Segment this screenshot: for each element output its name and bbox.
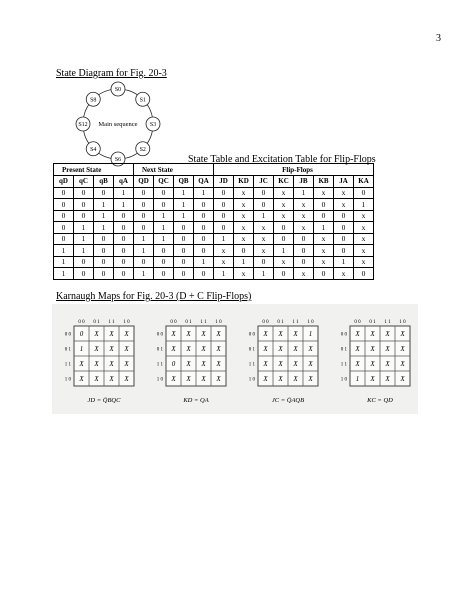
karnaugh-map	[52, 304, 142, 414]
table-cell: 0	[74, 199, 94, 211]
kmap-cell-value: X	[370, 375, 375, 383]
kmap-col-label: 0 1	[93, 320, 100, 325]
table-cell: 1	[94, 199, 114, 211]
kmap-cell-value: X	[201, 360, 206, 368]
table-cell: 1	[114, 187, 134, 199]
table-cell: x	[334, 268, 354, 280]
kmap-row-label: 1 0	[156, 377, 163, 383]
table-cell: 0	[214, 210, 234, 222]
kmap-col-label: 0 1	[277, 320, 284, 325]
kmap-cell-value: X	[124, 375, 129, 383]
table-cell: 0	[114, 245, 134, 257]
column-header: JC	[254, 176, 274, 188]
table-cell: 0	[334, 222, 354, 234]
table-cell: 1	[94, 210, 114, 222]
kmap-cell-value: X	[278, 375, 283, 383]
table-cell: 1	[154, 210, 174, 222]
column-header: JD	[214, 176, 234, 188]
table-cell: 0	[174, 256, 194, 268]
kmap-cell-value: X	[385, 330, 390, 338]
table-cell: 0	[274, 268, 294, 280]
kmap-col-label: 0 0	[262, 320, 269, 325]
table-cell: 0	[334, 245, 354, 257]
table-cell: 0	[194, 268, 214, 280]
table-cell: 1	[74, 245, 94, 257]
kmap-row-label: 0 0	[156, 332, 163, 338]
kmap-row-label: 0 0	[248, 332, 255, 338]
table-cell: 1	[194, 187, 214, 199]
table-cell: 0	[194, 233, 214, 245]
table-cell: 0	[194, 222, 214, 234]
group-header-row	[54, 164, 374, 176]
kmap-col-label: 1 1	[384, 320, 391, 325]
kmap-cell-value: X	[216, 345, 221, 353]
kmap-row-label: 0 1	[248, 347, 255, 353]
table-cell: 0	[254, 199, 274, 211]
karnaugh-map	[236, 304, 326, 414]
table-cell: 0	[154, 199, 174, 211]
kmap-title: Karnaugh Maps for Fig. 20-3 (D + C Flip-Flops)	[56, 291, 252, 302]
kmap-col-label: 1 0	[307, 320, 314, 325]
kmap-cell-value: X	[278, 345, 283, 353]
table-cell: 1	[174, 199, 194, 211]
kmap-cell-value: X	[278, 330, 283, 338]
table-cell: x	[234, 199, 254, 211]
column-header: QC	[154, 176, 174, 188]
kmap-cell-value: X	[124, 360, 129, 368]
table-cell: 0	[154, 268, 174, 280]
table-cell: x	[294, 268, 314, 280]
kmap-cell-value: X	[400, 375, 405, 383]
table-cell: x	[354, 222, 374, 234]
kmap-cell-value: X	[293, 360, 298, 368]
kmap-cell-value: X	[109, 375, 114, 383]
kmap-row-label: 0 1	[64, 347, 71, 353]
kmap-cell-value: X	[124, 330, 129, 338]
kmap-col-label: 0 1	[369, 320, 376, 325]
state-label: S1	[139, 97, 146, 104]
table-cell: 0	[234, 245, 254, 257]
table-cell: 0	[194, 210, 214, 222]
table-cell: 0	[174, 233, 194, 245]
page-number: 3	[436, 33, 441, 44]
table-cell: 0	[54, 199, 74, 211]
column-header: QA	[194, 176, 214, 188]
kmap-cell-value: X	[308, 375, 313, 383]
kmap-col-label: 1 1	[200, 320, 207, 325]
kmap-cell-value: 1	[79, 345, 84, 353]
table-cell: x	[314, 245, 334, 257]
table-cell: 0	[114, 222, 134, 234]
kmap-col-label: 1 0	[399, 320, 406, 325]
table-cell: 0	[274, 222, 294, 234]
kmap-cell-value: X	[186, 375, 191, 383]
kmap-cell-value: X	[293, 345, 298, 353]
kmap-cell-value: X	[94, 375, 99, 383]
column-header: KA	[354, 176, 374, 188]
kmap-col-label: 0 1	[185, 320, 192, 325]
table-cell: 0	[54, 222, 74, 234]
table-cell: x	[234, 233, 254, 245]
table-cell: x	[334, 199, 354, 211]
column-header: KC	[274, 176, 294, 188]
table-cell: x	[354, 233, 374, 245]
table-cell: 1	[314, 222, 334, 234]
table-row	[54, 256, 374, 268]
table-cell: x	[274, 187, 294, 199]
kmap-row-label: 0 1	[340, 347, 347, 353]
table-cell: 1	[254, 210, 274, 222]
table-row	[54, 187, 374, 199]
table-cell: 0	[74, 210, 94, 222]
kmap-row-label: 1 1	[248, 362, 255, 368]
table-cell: 0	[154, 245, 174, 257]
karnaugh-map	[144, 304, 234, 414]
table-cell: 0	[254, 187, 274, 199]
kmap-caption: KC = QD	[367, 397, 393, 404]
kmap-cell-value: X	[94, 330, 99, 338]
kmap-figure	[52, 304, 418, 414]
table-cell: x	[234, 268, 254, 280]
kmap-col-label: 1 1	[292, 320, 299, 325]
kmap-cell-value: X	[201, 375, 206, 383]
table-cell: x	[254, 233, 274, 245]
table-cell: 0	[114, 268, 134, 280]
table-cell: 0	[114, 256, 134, 268]
kmap-cell-value: X	[400, 345, 405, 353]
table-row	[54, 245, 374, 257]
kmap-cell-value: X	[171, 375, 176, 383]
column-header: qB	[94, 176, 114, 188]
table-cell: 1	[214, 268, 234, 280]
table-cell: x	[234, 187, 254, 199]
kmap-cell-value: X	[278, 360, 283, 368]
column-header: KB	[314, 176, 334, 188]
kmap-cell-value: X	[385, 375, 390, 383]
table-cell: x	[274, 199, 294, 211]
table-cell: 0	[114, 233, 134, 245]
state-label: S2	[139, 146, 146, 153]
table-cell: 0	[94, 268, 114, 280]
kmap-cell-value: X	[124, 345, 129, 353]
table-cell: 1	[154, 222, 174, 234]
state-label: S12	[78, 122, 88, 129]
kmap-cell-value: X	[201, 330, 206, 338]
kmap-cell-value: X	[308, 360, 313, 368]
table-cell: x	[354, 245, 374, 257]
kmap-cell-value: X	[355, 360, 360, 368]
kmap-cell-value: X	[370, 360, 375, 368]
table-cell: 1	[254, 268, 274, 280]
table-cell: x	[334, 187, 354, 199]
table-cell: 0	[214, 199, 234, 211]
kmap-row-label: 1 1	[156, 362, 163, 368]
column-header: qC	[74, 176, 94, 188]
table-cell: 1	[134, 245, 154, 257]
kmap-cell-value: X	[201, 345, 206, 353]
kmap-cell-value: X	[263, 375, 268, 383]
column-header: QD	[134, 176, 154, 188]
table-cell: 0	[134, 222, 154, 234]
table-cell: x	[314, 233, 334, 245]
table-cell: 0	[334, 210, 354, 222]
kmap-row-label: 0 0	[64, 332, 71, 338]
table-cell: 0	[294, 245, 314, 257]
table-cell: 1	[54, 268, 74, 280]
flip-flops-header: Flip-Flops	[214, 164, 374, 176]
table-cell: 1	[74, 222, 94, 234]
kmap-cell-value: X	[370, 345, 375, 353]
table-cell: 1	[134, 268, 154, 280]
table-cell: 0	[174, 268, 194, 280]
table-cell: 0	[334, 233, 354, 245]
table-cell: x	[274, 210, 294, 222]
table-cell: 1	[274, 245, 294, 257]
table-cell: x	[314, 187, 334, 199]
table-title: State Table and Excitation Table for Flip-Flops	[188, 154, 376, 165]
table-cell: 0	[254, 256, 274, 268]
kmap-cell-value: 1	[308, 330, 313, 338]
table-row	[54, 268, 374, 280]
table-cell: 0	[134, 187, 154, 199]
table-cell: 0	[74, 256, 94, 268]
kmap-cell-value: X	[370, 330, 375, 338]
kmap-cell-value: X	[263, 360, 268, 368]
table-cell: 0	[294, 256, 314, 268]
kmap-row-label: 1 0	[248, 377, 255, 383]
kmap-cell-value: X	[94, 345, 99, 353]
kmap-cell-value: X	[186, 330, 191, 338]
table-cell: x	[354, 256, 374, 268]
kmap-cell-value: X	[355, 345, 360, 353]
kmap-cell-value: X	[308, 345, 313, 353]
state-diagram-title: State Diagram for Fig. 20-3	[56, 68, 167, 79]
kmap-row-label: 0 0	[340, 332, 347, 338]
kmap-cell-value: X	[171, 330, 176, 338]
table-cell: 0	[54, 233, 74, 245]
kmap-caption: JD = Q̄BQC	[87, 397, 121, 404]
column-header: qD	[54, 176, 74, 188]
kmap-cell-value: X	[79, 360, 84, 368]
table-cell: 0	[354, 268, 374, 280]
table-cell: 0	[134, 210, 154, 222]
table-cell: 0	[94, 245, 114, 257]
table-cell: 0	[94, 256, 114, 268]
table-row	[54, 233, 374, 245]
table-cell: 1	[134, 233, 154, 245]
table-cell: 1	[54, 256, 74, 268]
kmap-caption: JC = Q̄AQB	[271, 397, 305, 404]
table-cell: x	[354, 210, 374, 222]
table-cell: 1	[94, 222, 114, 234]
kmap-row-label: 1 1	[340, 362, 347, 368]
present-state-header: Present State	[54, 164, 134, 176]
table-cell: 0	[214, 187, 234, 199]
table-row	[54, 210, 374, 222]
kmap-row-label: 1 0	[340, 377, 347, 383]
table-cell: 0	[54, 210, 74, 222]
table-cell: x	[274, 256, 294, 268]
table-cell: 0	[114, 210, 134, 222]
table-cell: 0	[94, 187, 114, 199]
karnaugh-map	[328, 304, 418, 414]
table-cell: 1	[294, 187, 314, 199]
kmap-cell-value: X	[109, 330, 114, 338]
table-cell: 1	[174, 210, 194, 222]
kmap-row-label: 1 0	[64, 377, 71, 383]
table-cell: 0	[74, 187, 94, 199]
state-label: S0	[114, 87, 122, 94]
table-cell: 0	[94, 233, 114, 245]
column-header: qA	[114, 176, 134, 188]
table-cell: 0	[134, 199, 154, 211]
kmap-cell-value: X	[109, 360, 114, 368]
kmap-col-label: 0 0	[78, 320, 85, 325]
table-cell: x	[254, 245, 274, 257]
table-row	[54, 199, 374, 211]
state-excitation-table	[53, 163, 374, 280]
kmap-cell-value: X	[355, 330, 360, 338]
table-cell: 0	[54, 187, 74, 199]
table-cell: 1	[354, 199, 374, 211]
table-cell: 1	[234, 256, 254, 268]
table-cell: 1	[74, 233, 94, 245]
kmap-caption: KD = QA	[183, 397, 209, 404]
kmap-cell-value: X	[186, 345, 191, 353]
kmap-cell-value: X	[171, 345, 176, 353]
table-cell: 0	[214, 222, 234, 234]
kmap-cell-value: X	[263, 330, 268, 338]
state-label: S6	[114, 157, 122, 164]
table-cell: 1	[174, 187, 194, 199]
column-header: QB	[174, 176, 194, 188]
table-cell: 0	[314, 268, 334, 280]
table-cell: 0	[194, 245, 214, 257]
kmap-cell-value: X	[400, 360, 405, 368]
state-label: S8	[90, 97, 97, 104]
kmap-col-label: 0 0	[354, 320, 361, 325]
table-cell: x	[214, 256, 234, 268]
state-label: S3	[149, 122, 157, 129]
column-header: KD	[234, 176, 254, 188]
kmap-cell-value: X	[94, 360, 99, 368]
table-cell: x	[314, 256, 334, 268]
table-cell: 1	[114, 199, 134, 211]
kmap-row-label: 1 1	[64, 362, 71, 368]
column-header: JB	[294, 176, 314, 188]
table-cell: x	[294, 199, 314, 211]
table-cell: 0	[314, 199, 334, 211]
table-cell: x	[234, 210, 254, 222]
kmap-cell-value: 1	[355, 375, 360, 383]
kmap-cell-value: X	[293, 330, 298, 338]
table-cell: 1	[154, 233, 174, 245]
kmap-cell-value: X	[186, 360, 191, 368]
table-cell: x	[234, 222, 254, 234]
kmap-cell-value: X	[216, 360, 221, 368]
kmap-row-label: 0 1	[156, 347, 163, 353]
table-cell: 1	[334, 256, 354, 268]
table-cell: 0	[134, 256, 154, 268]
table-cell: x	[254, 222, 274, 234]
kmap-cell-value: X	[385, 345, 390, 353]
kmap-col-label: 1 0	[215, 320, 222, 325]
table-row	[54, 222, 374, 234]
table-cell: 0	[294, 233, 314, 245]
table-cell: 1	[214, 233, 234, 245]
kmap-cell-value: X	[400, 330, 405, 338]
table-cell: 0	[194, 199, 214, 211]
kmap-col-label: 1 1	[108, 320, 115, 325]
kmap-cell-value: X	[263, 345, 268, 353]
table-cell: 1	[194, 256, 214, 268]
table-cell: 1	[54, 245, 74, 257]
column-header-row	[54, 176, 374, 188]
kmap-cell-value: X	[385, 360, 390, 368]
state-label: S4	[90, 146, 97, 153]
table-cell: 0	[314, 210, 334, 222]
kmap-col-label: 1 0	[123, 320, 130, 325]
kmap-cell-value: X	[109, 345, 114, 353]
kmap-cell-value: 0	[79, 330, 84, 338]
main-sequence-label: Main sequence	[98, 121, 138, 128]
table-cell: 0	[174, 245, 194, 257]
table-cell: x	[294, 222, 314, 234]
column-header: JA	[334, 176, 354, 188]
kmap-cell-value: X	[79, 375, 84, 383]
kmap-col-label: 0 0	[170, 320, 177, 325]
table-cell: 0	[154, 187, 174, 199]
kmap-cell-value: X	[216, 375, 221, 383]
table-cell: 0	[274, 233, 294, 245]
next-state-header: Next State	[134, 164, 214, 176]
table-cell: x	[294, 210, 314, 222]
table-cell: x	[214, 245, 234, 257]
table-cell: 0	[174, 222, 194, 234]
kmap-cell-value: X	[216, 330, 221, 338]
table-cell: 0	[154, 256, 174, 268]
kmap-cell-value: 0	[171, 360, 176, 368]
state-diagram	[70, 80, 166, 168]
table-cell: 0	[354, 187, 374, 199]
kmap-cell-value: X	[293, 375, 298, 383]
table-cell: 0	[74, 268, 94, 280]
